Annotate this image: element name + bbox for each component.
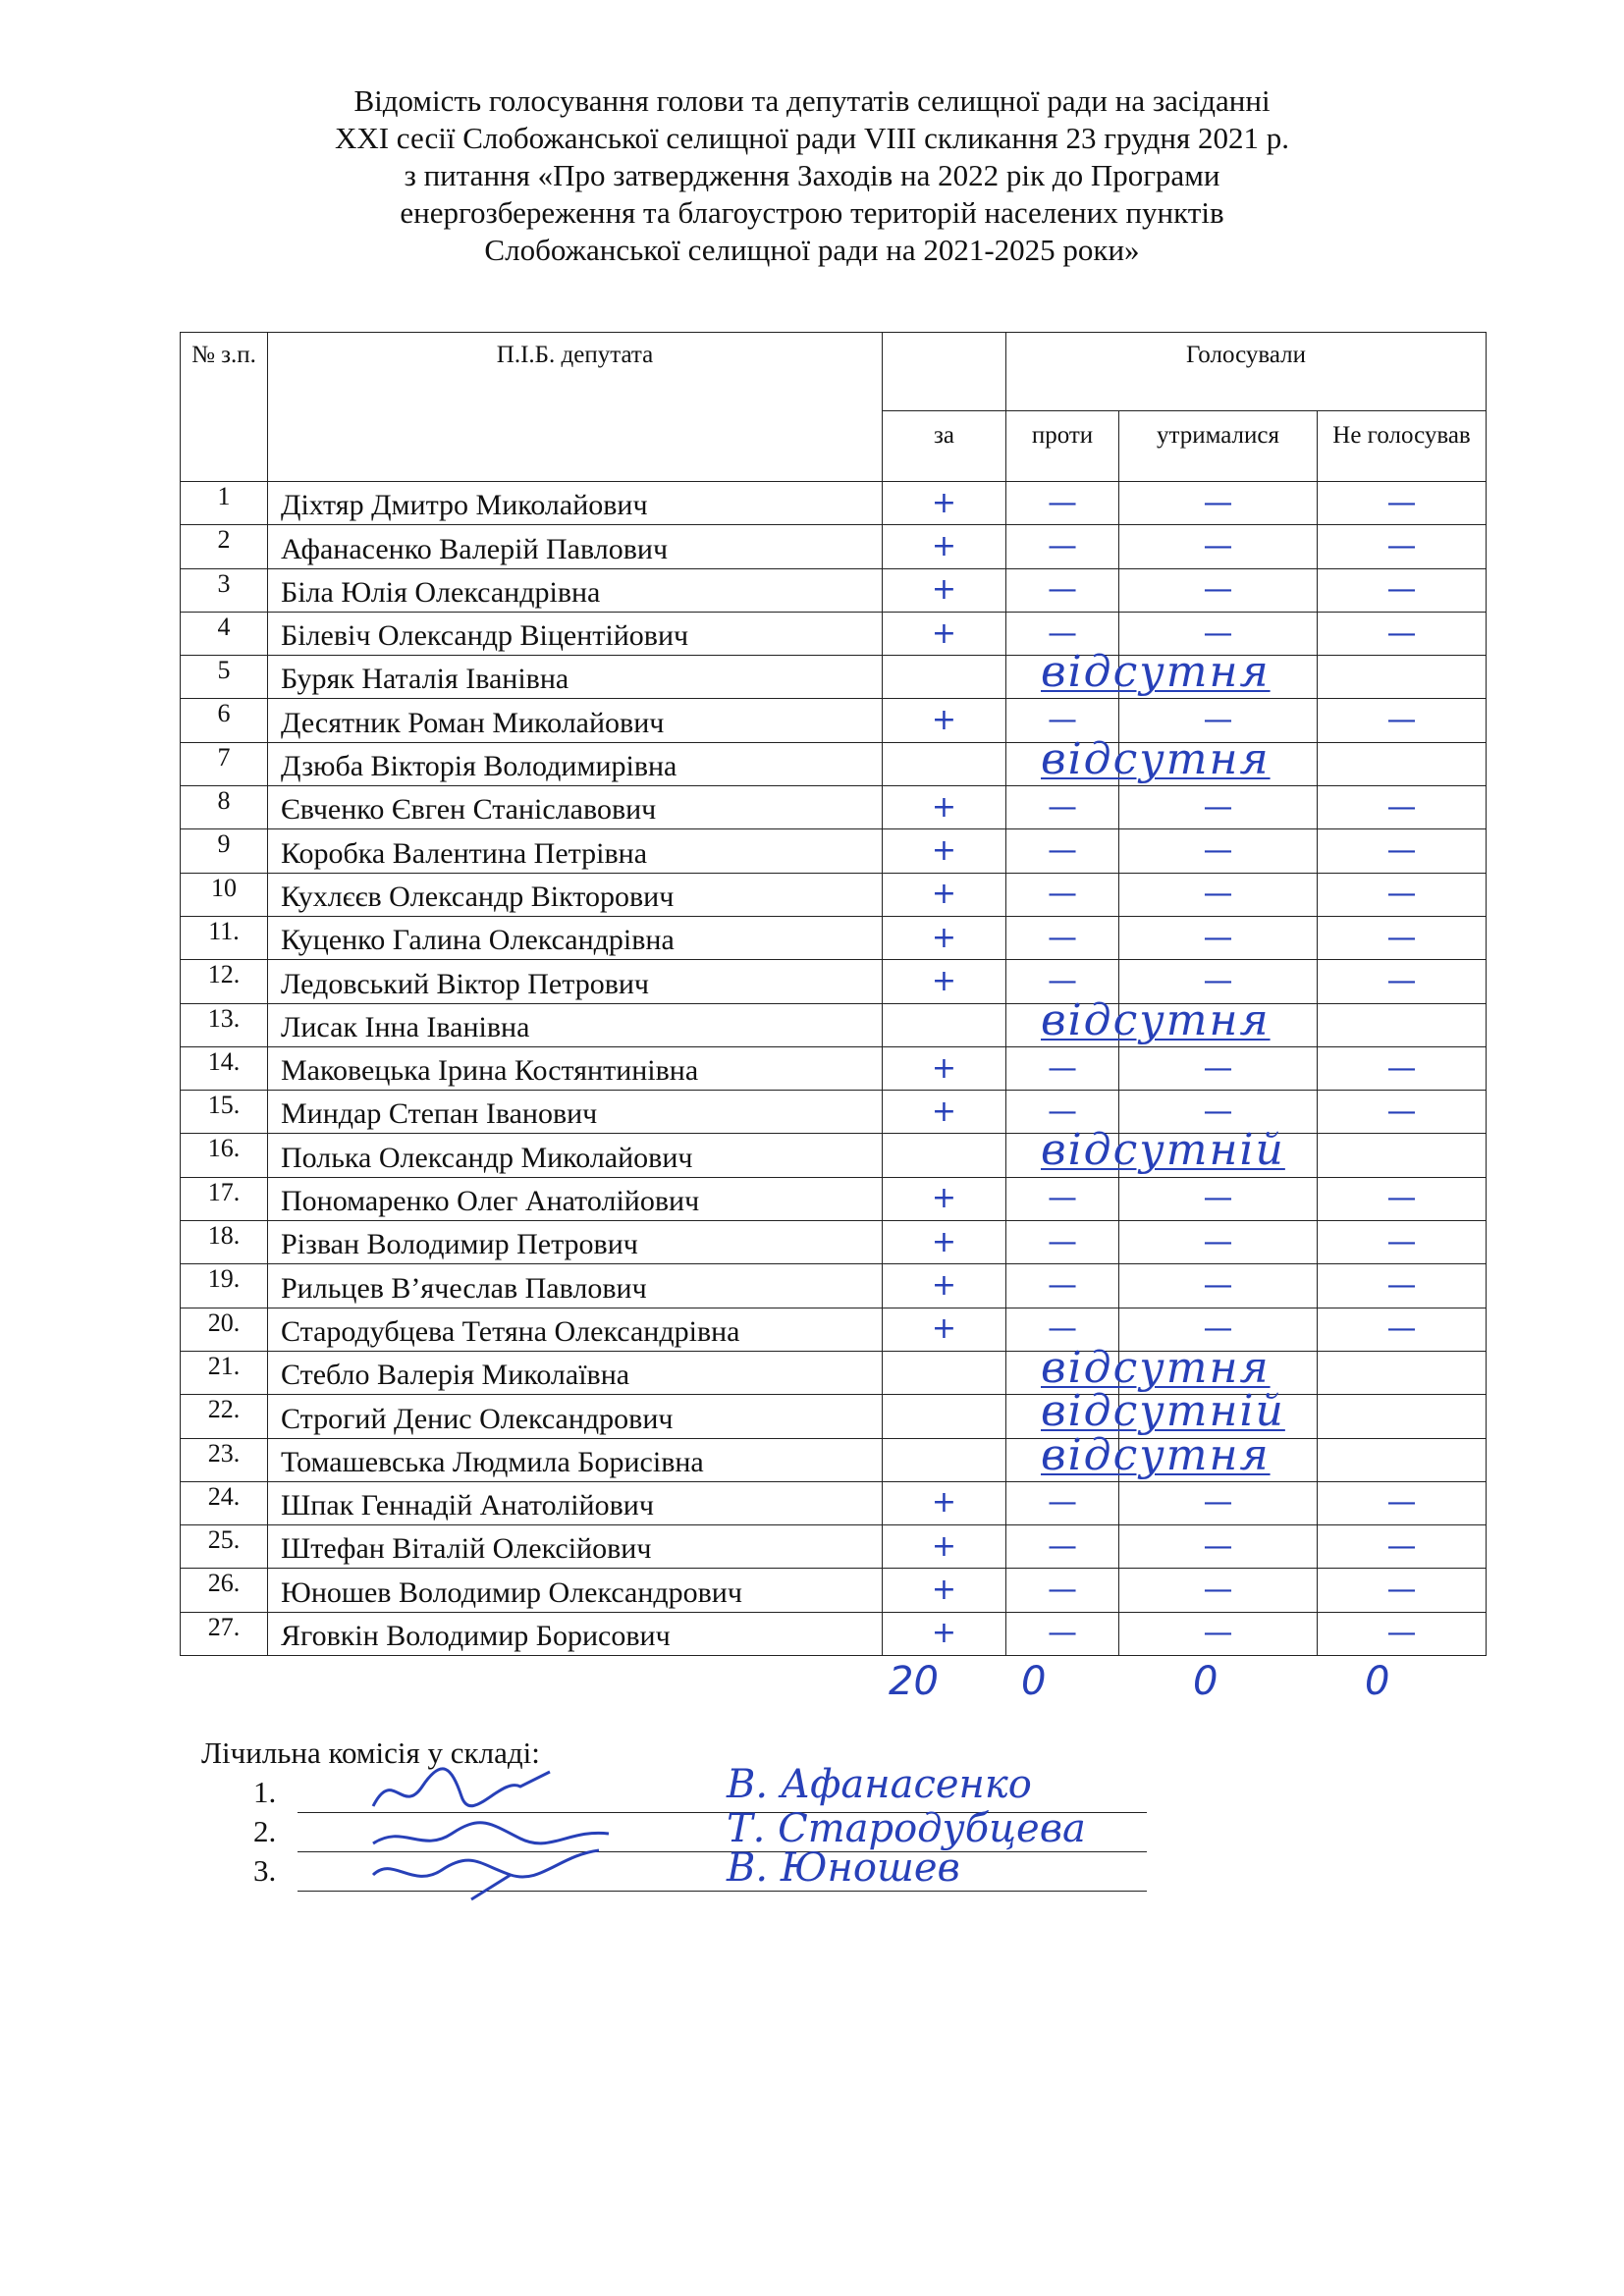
row-name: Афанасенко Валерій Павлович — [268, 525, 883, 568]
vote-za: + — [883, 1177, 1006, 1220]
member-num: 1. — [253, 1775, 277, 1809]
vote-utrymalysia: — — [1119, 1481, 1318, 1524]
vote-utrymalysia: — — [1119, 1091, 1318, 1134]
vote-ne-holosuvav — [1318, 656, 1487, 699]
title-line: енергозбереження та благоустрою територій населених пунктів — [400, 195, 1224, 230]
vote-proty: — — [1006, 873, 1119, 916]
absent-note: відсутня — [1041, 1430, 1271, 1480]
table-row — [181, 1481, 1487, 1524]
header-name: П.І.Б. депутата — [268, 333, 883, 482]
vote-ne-holosuvav: — — [1318, 873, 1487, 916]
vote-za: + — [883, 1612, 1006, 1655]
vote-za — [883, 742, 1006, 785]
header-proty: проти — [1006, 411, 1119, 482]
vote-za: + — [883, 568, 1006, 612]
title-line: Слобожанської селищної ради на 2021-2025 роки» — [484, 233, 1140, 267]
vote-utrymalysia: — — [1119, 482, 1318, 525]
row-num: 3 — [181, 568, 268, 612]
row-num: 20. — [181, 1308, 268, 1351]
row-num: 11. — [181, 916, 268, 959]
row-num: 4 — [181, 612, 268, 655]
member-name: Т. Стародубцева — [727, 1806, 1086, 1851]
vote-proty: — — [1006, 525, 1119, 568]
row-name: Полька Олександр Миколайович — [268, 1134, 883, 1177]
row-name: Ледовський Віктор Петрович — [268, 960, 883, 1003]
vote-proty: — — [1006, 1525, 1119, 1569]
vote-ne-holosuvav: — — [1318, 1569, 1487, 1612]
row-name: Маковецька Ірина Костянтинівна — [268, 1046, 883, 1090]
vote-ne-holosuvav: — — [1318, 482, 1487, 525]
vote-utrymalysia: — — [1119, 525, 1318, 568]
vote-utrymalysia: — — [1119, 829, 1318, 873]
vote-ne-holosuvav: — — [1318, 1264, 1487, 1308]
vote-proty: — — [1006, 960, 1119, 1003]
title-line: з питання «Про затвердження Заходів на 2022 рік до Програми — [404, 158, 1220, 192]
vote-za: + — [883, 916, 1006, 959]
vote-za: + — [883, 1308, 1006, 1351]
vote-za: + — [883, 1569, 1006, 1612]
table-row — [181, 525, 1487, 568]
absent-note: відсутня — [1041, 995, 1271, 1045]
vote-ne-holosuvav: — — [1318, 699, 1487, 742]
row-num: 23. — [181, 1438, 268, 1481]
vote-utrymalysia: — — [1119, 1525, 1318, 1569]
row-name: Куценко Галина Олександрівна — [268, 916, 883, 959]
vote-ne-holosuvav: — — [1318, 568, 1487, 612]
vote-utrymalysia: — — [1119, 1046, 1318, 1090]
vote-za: + — [883, 612, 1006, 655]
vote-proty: — — [1006, 1264, 1119, 1308]
row-name: Томашевська Людмила Борисівна — [268, 1438, 883, 1481]
vote-utrymalysia: — — [1119, 1221, 1318, 1264]
vote-utrymalysia: — — [1119, 1308, 1318, 1351]
vote-ne-holosuvav: — — [1318, 1046, 1487, 1090]
table-row — [181, 960, 1487, 1003]
vote-za: + — [883, 873, 1006, 916]
header-utrymalysia: утрималися — [1119, 411, 1318, 482]
vote-za: + — [883, 482, 1006, 525]
table-row — [181, 1569, 1487, 1612]
member-name: В. Афанасенко — [727, 1762, 1032, 1807]
vote-utrymalysia: — — [1119, 873, 1318, 916]
row-name: Шпак Геннадій Анатолійович — [268, 1481, 883, 1524]
vote-ne-holosuvav: — — [1318, 786, 1487, 829]
member-name: В. Юношев — [727, 1845, 960, 1891]
absent-note: відсутній — [1041, 1386, 1285, 1436]
vote-ne-holosuvav — [1318, 1134, 1487, 1177]
row-name: Коробка Валентина Петрівна — [268, 829, 883, 873]
table-row — [181, 1134, 1487, 1177]
total-za: 20 — [889, 1659, 939, 1704]
table-row — [181, 1438, 1487, 1481]
vote-za — [883, 1395, 1006, 1438]
vote-za: + — [883, 1481, 1006, 1524]
vote-za: + — [883, 960, 1006, 1003]
signature-scribble-icon — [363, 1836, 619, 1904]
totals-row — [0, 1659, 1624, 1718]
vote-proty: — — [1006, 612, 1119, 655]
table-row — [181, 612, 1487, 655]
table-row — [181, 829, 1487, 873]
row-num: 13. — [181, 1003, 268, 1046]
row-name: Юношев Володимир Олександрович — [268, 1569, 883, 1612]
header-empty — [883, 333, 1006, 411]
header-voted: Голосували — [1006, 333, 1487, 411]
row-name: Яговкін Володимир Борисович — [268, 1612, 883, 1655]
vote-za — [883, 1003, 1006, 1046]
row-name: Діхтяр Дмитро Миколайович — [268, 482, 883, 525]
row-num: 5 — [181, 656, 268, 699]
table-row — [181, 656, 1487, 699]
table-row — [181, 1091, 1487, 1134]
row-name: Білевіч Олександр Віцентійович — [268, 612, 883, 655]
row-name: Євченко Євген Станіславович — [268, 786, 883, 829]
header-za: за — [883, 411, 1006, 482]
vote-ne-holosuvav: — — [1318, 1177, 1487, 1220]
header-num: № з.п. — [181, 333, 268, 482]
row-num: 12. — [181, 960, 268, 1003]
absent-note: відсутня — [1041, 647, 1271, 697]
row-num: 8 — [181, 786, 268, 829]
vote-proty: — — [1006, 786, 1119, 829]
vote-proty: — — [1006, 1046, 1119, 1090]
absent-note: відсутня — [1041, 1343, 1271, 1393]
row-name: Десятник Роман Миколайович — [268, 699, 883, 742]
row-num: 1 — [181, 482, 268, 525]
row-name: Лисак Інна Іванівна — [268, 1003, 883, 1046]
table-row — [181, 699, 1487, 742]
row-name: Стебло Валерія Миколаївна — [268, 1351, 883, 1394]
row-name: Біла Юлія Олександрівна — [268, 568, 883, 612]
vote-proty: — — [1006, 1481, 1119, 1524]
vote-proty: — — [1006, 1569, 1119, 1612]
vote-za: + — [883, 1091, 1006, 1134]
vote-ne-holosuvav: — — [1318, 1308, 1487, 1351]
table-row — [181, 568, 1487, 612]
commission-label: Лічильна комісія у складі: — [201, 1735, 540, 1770]
row-num: 19. — [181, 1264, 268, 1308]
vote-proty: — — [1006, 1308, 1119, 1351]
row-num: 21. — [181, 1351, 268, 1394]
vote-utrymalysia: — — [1119, 699, 1318, 742]
vote-utrymalysia: — — [1119, 786, 1318, 829]
row-num: 27. — [181, 1612, 268, 1655]
title-line: Відомість голосування голови та депутатів селищної ради на засіданні — [353, 83, 1271, 118]
vote-utrymalysia: — — [1119, 612, 1318, 655]
table-row — [181, 1308, 1487, 1351]
row-name: Строгий Денис Олександрович — [268, 1395, 883, 1438]
vote-proty: — — [1006, 916, 1119, 959]
vote-za — [883, 1351, 1006, 1394]
row-num: 25. — [181, 1525, 268, 1569]
table-row — [181, 786, 1487, 829]
row-name: Дзюба Вікторія Володимирівна — [268, 742, 883, 785]
title-line: XXI сесії Слобожанської селищної ради VIII скликання 23 грудня 2021 р. — [334, 121, 1290, 155]
vote-za: + — [883, 829, 1006, 873]
member-num: 3. — [253, 1853, 277, 1888]
row-num: 24. — [181, 1481, 268, 1524]
vote-za: + — [883, 699, 1006, 742]
vote-ne-holosuvav: — — [1318, 612, 1487, 655]
table-row — [181, 1046, 1487, 1090]
row-num: 16. — [181, 1134, 268, 1177]
vote-proty: — — [1006, 1091, 1119, 1134]
vote-ne-holosuvav: — — [1318, 829, 1487, 873]
vote-proty: — — [1006, 1612, 1119, 1655]
vote-za: + — [883, 525, 1006, 568]
row-num: 17. — [181, 1177, 268, 1220]
table-row — [181, 742, 1487, 785]
absent-note: відсутня — [1041, 734, 1271, 784]
vote-ne-holosuvav: — — [1318, 1525, 1487, 1569]
row-num: 10 — [181, 873, 268, 916]
vote-ne-holosuvav: — — [1318, 1481, 1487, 1524]
vote-ne-holosuvav — [1318, 742, 1487, 785]
table-row — [181, 1264, 1487, 1308]
row-name: Миндар Степан Іванович — [268, 1091, 883, 1134]
table-row — [181, 1177, 1487, 1220]
table-row — [181, 1221, 1487, 1264]
vote-za: + — [883, 786, 1006, 829]
vote-ne-holosuvav — [1318, 1395, 1487, 1438]
row-name: Рильцев В’ячеслав Павлович — [268, 1264, 883, 1308]
vote-utrymalysia: — — [1119, 1177, 1318, 1220]
vote-utrymalysia: — — [1119, 960, 1318, 1003]
row-name: Стародубцева Тетяна Олександрівна — [268, 1308, 883, 1351]
vote-ne-holosuvav: — — [1318, 1091, 1487, 1134]
vote-proty: — — [1006, 482, 1119, 525]
total-proty: 0 — [1021, 1659, 1047, 1704]
vote-ne-holosuvav: — — [1318, 960, 1487, 1003]
row-num: 6 — [181, 699, 268, 742]
vote-za — [883, 656, 1006, 699]
vote-za: + — [883, 1264, 1006, 1308]
table-row — [181, 873, 1487, 916]
vote-za: + — [883, 1221, 1006, 1264]
total-utrymalysia: 0 — [1193, 1659, 1218, 1704]
table-row — [181, 1003, 1487, 1046]
header-ne-holosuvav: Не голосував — [1318, 411, 1487, 482]
voting-table — [180, 332, 1487, 1656]
row-num: 7 — [181, 742, 268, 785]
row-num: 26. — [181, 1569, 268, 1612]
table-row — [181, 916, 1487, 959]
vote-proty: — — [1006, 699, 1119, 742]
row-name: Різван Володимир Петрович — [268, 1221, 883, 1264]
table-row — [181, 1351, 1487, 1394]
table-row — [181, 482, 1487, 525]
vote-ne-holosuvav: — — [1318, 525, 1487, 568]
table-row — [181, 1395, 1487, 1438]
vote-ne-holosuvav — [1318, 1438, 1487, 1481]
vote-proty: — — [1006, 1221, 1119, 1264]
total-ne-holosuvav: 0 — [1365, 1659, 1390, 1704]
row-num: 14. — [181, 1046, 268, 1090]
vote-ne-holosuvav: — — [1318, 916, 1487, 959]
vote-ne-holosuvav: — — [1318, 1221, 1487, 1264]
member-num: 2. — [253, 1814, 277, 1848]
vote-proty: — — [1006, 568, 1119, 612]
vote-utrymalysia: — — [1119, 568, 1318, 612]
vote-za — [883, 1134, 1006, 1177]
vote-za — [883, 1438, 1006, 1481]
vote-ne-holosuvav: — — [1318, 1612, 1487, 1655]
document-title — [0, 82, 1624, 269]
row-name: Пономаренко Олег Анатолійович — [268, 1177, 883, 1220]
vote-proty: — — [1006, 1177, 1119, 1220]
table-row — [181, 1612, 1487, 1655]
row-name: Штефан Віталій Олексійович — [268, 1525, 883, 1569]
row-num: 22. — [181, 1395, 268, 1438]
vote-utrymalysia: — — [1119, 1569, 1318, 1612]
vote-utrymalysia: — — [1119, 1612, 1318, 1655]
row-num: 15. — [181, 1091, 268, 1134]
vote-za: + — [883, 1525, 1006, 1569]
vote-proty: — — [1006, 829, 1119, 873]
vote-ne-holosuvav — [1318, 1003, 1487, 1046]
table-row — [181, 1525, 1487, 1569]
row-name: Кухлєєв Олександр Вікторович — [268, 873, 883, 916]
vote-ne-holosuvav — [1318, 1351, 1487, 1394]
row-num: 2 — [181, 525, 268, 568]
absent-note: відсутній — [1041, 1125, 1285, 1175]
row-num: 9 — [181, 829, 268, 873]
row-num: 18. — [181, 1221, 268, 1264]
vote-za: + — [883, 1046, 1006, 1090]
row-name: Буряк Наталія Іванівна — [268, 656, 883, 699]
vote-utrymalysia: — — [1119, 1264, 1318, 1308]
vote-utrymalysia: — — [1119, 916, 1318, 959]
